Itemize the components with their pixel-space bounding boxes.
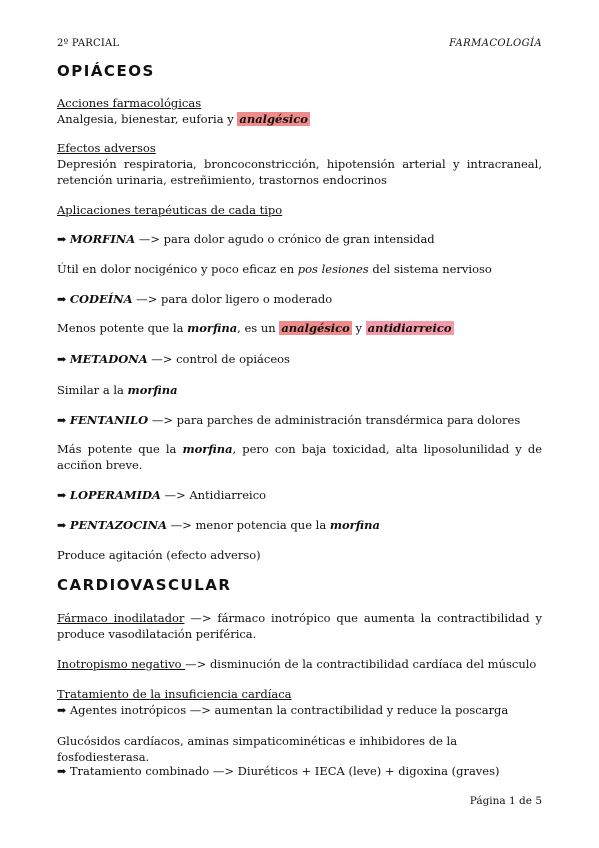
codeina-line (57, 291, 542, 308)
highlight-antidiarreico: antidiarreico (367, 321, 452, 335)
inotropismo-block (57, 656, 542, 672)
inodilatador-block (57, 610, 542, 642)
inodilatador-text: —> fármaco inotrópico que aumenta la contractibilidad y produce vasodilatación periférica. (57, 611, 542, 641)
acciones-label: Acciones farmacológicas (57, 96, 202, 110)
pentazocina-note: Produce agitación (efecto adverso) (57, 548, 261, 562)
arrow-icon: ➡ (57, 519, 67, 532)
insuficiencia-block (57, 686, 542, 719)
drug-codeina: CODEÍNA (69, 292, 133, 306)
efectos-text: Depresión respiratoria, broncoconstricción, hipotensión arterial y intracraneal, retención urinaria, estreñimiento, trastornos endocrinos (57, 157, 542, 187)
morfina-mark: morfina (187, 321, 238, 335)
codeina-note-a: Menos potente que la (57, 321, 188, 335)
fentanilo-note-b: , pero con baja toxicidad, alta liposolunilidad y de acciñon breve. (57, 442, 542, 472)
insuficiencia-line (57, 702, 542, 719)
glucosidos-line: Glucósidos cardíacos, aminas simpaticominéticas e inhibidores de la fosfodiesterasa. (57, 734, 458, 764)
loperamida-desc: —> Antidiarreico (160, 488, 267, 502)
drug-morfina: MORFINA (69, 232, 136, 246)
codeina-note-c: y (351, 321, 366, 335)
fentanilo-note (57, 441, 542, 473)
metadona-note-a: Similar a la (57, 383, 128, 397)
metadona-desc: —> control de opiáceos (147, 352, 290, 366)
combinado-line (57, 763, 542, 780)
morfina-note-b: del sistema nervioso (368, 262, 492, 276)
morfina-line (57, 231, 542, 248)
pentazocina-desc: —> menor potencia que la (167, 518, 330, 532)
arrow-icon: ➡ (57, 765, 67, 778)
section-title-opiaceos: OPIÁCEOS (57, 62, 155, 80)
loperamida-line (57, 487, 542, 504)
aplicaciones-label: Aplicaciones terapéuticas de cada tipo (57, 203, 283, 217)
drug-metadona: METADONA (69, 352, 148, 366)
section-title-cardiovascular: CARDIOVASCULAR (57, 576, 232, 594)
drug-fentanilo: FENTANILO (69, 413, 149, 427)
efectos-block (57, 140, 542, 188)
fentanilo-note-a: Más potente que la (57, 442, 183, 456)
morfina-note-em: pos lesiones (297, 262, 369, 276)
page-number: Página 1 de 5 (469, 795, 542, 807)
pentazocina-line (57, 517, 542, 534)
acciones-text (57, 111, 542, 127)
codeina-note (57, 320, 542, 336)
fentanilo-desc: —> para parches de administración transdérmica para dolores (148, 413, 521, 427)
codeina-desc: —> para dolor ligero o moderado (132, 292, 333, 306)
morfina-note-a: Útil en dolor nocigénico y poco eficaz en (57, 262, 298, 276)
arrow-icon: ➡ (57, 293, 67, 306)
inotropismo-text: —> disminución de la contractibilidad cardíaca del músculo (185, 657, 537, 671)
morfina-mark: morfina (182, 442, 233, 456)
drug-loperamida: LOPERAMIDA (69, 488, 161, 502)
arrow-icon: ➡ (57, 414, 67, 427)
metadona-line (57, 351, 542, 368)
inodilatador-label: Fármaco inodilatador (57, 611, 185, 625)
combinado-text: Tratamiento combinado —> Diuréticos + IECA (leve) + digoxina (graves) (66, 764, 500, 778)
highlight-analgesico: analgésico (239, 112, 308, 126)
morfina-desc: —> para dolor agudo o crónico de gran intensidad (135, 232, 435, 246)
morfina-mark: morfina (127, 383, 178, 397)
drug-pentazocina: PENTAZOCINA (69, 518, 168, 532)
arrow-icon: ➡ (57, 353, 67, 366)
morfina-mark: morfina (329, 518, 380, 532)
arrow-icon: ➡ (57, 489, 67, 502)
arrow-icon: ➡ (57, 704, 67, 717)
insuficiencia-text: Agentes inotrópicos —> aumentan la contractibilidad y reduce la poscarga (66, 703, 509, 717)
morfina-note (57, 261, 542, 277)
header-left: 2º PARCIAL (57, 38, 120, 49)
acciones-block (57, 95, 542, 127)
arrow-icon: ➡ (57, 233, 67, 246)
fentanilo-line (57, 412, 542, 429)
highlight-analgesico: analgésico (281, 321, 350, 335)
codeina-note-b: , es un (237, 321, 280, 335)
efectos-label: Efectos adversos (57, 141, 156, 155)
insuficiencia-label: Tratamiento de la insuficiencia cardíaca (57, 687, 292, 701)
acciones-body: Analgesia, bienestar, euforia y (57, 112, 238, 126)
inotropismo-label: Inotropismo negativo (57, 657, 186, 671)
header-right: FARMACOLOGÍA (449, 38, 542, 49)
metadona-note (57, 382, 542, 398)
